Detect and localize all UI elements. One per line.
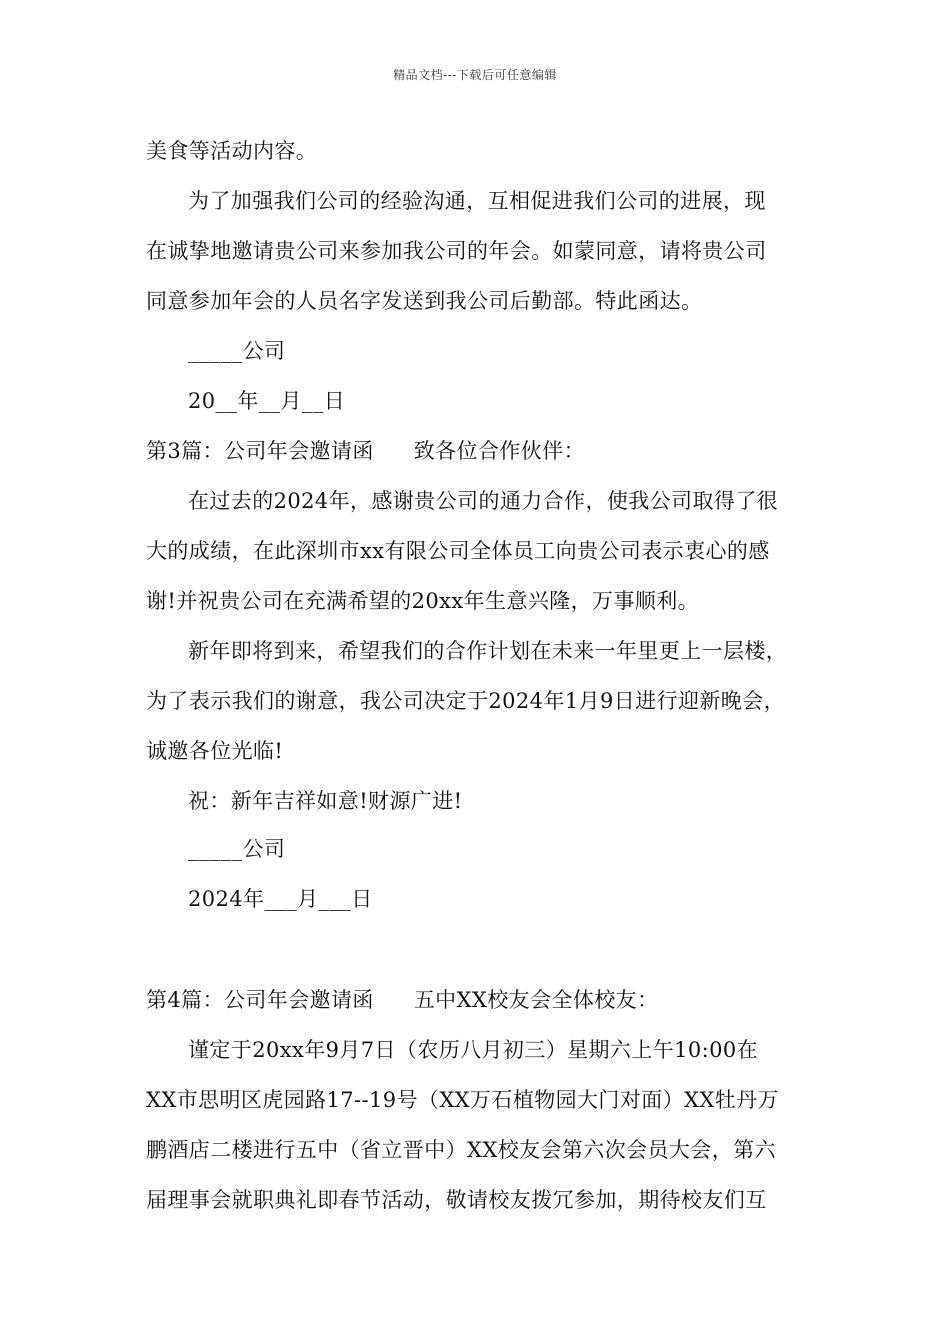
section-heading-3: [146, 436, 585, 466]
page-header: 精品文档---下载后可任意编辑: [393, 68, 557, 82]
text-line: 为了表示我们的谢意，我公司决定于2024年1月9日进行迎新晚会，: [146, 689, 785, 713]
text-line: 届理事会就职典礼即春节活动，敬请校友拨冗参加，期待校友们互: [146, 1188, 767, 1212]
section-title: 第4篇：公司年会邀请函: [146, 988, 374, 1012]
signature-date: 2024年___月___日: [188, 887, 373, 911]
text-line: 鹏酒店二楼进行五中（省立晋中）XX校友会第六次会员大会，第六: [146, 1138, 776, 1162]
section-title: 第3篇：公司年会邀请函: [146, 439, 374, 463]
paragraph-line: 新年即将到来，希望我们的合作计划在未来一年里更上一层楼，: [188, 639, 788, 663]
text-line: 美食等活动内容。: [146, 139, 318, 163]
signature-company: _____公司: [188, 339, 286, 363]
text-line: 在诚挚地邀请贵公司来参加我公司的年会。如蒙同意，请将贵公司: [146, 239, 767, 263]
paragraph-line: 为了加强我们公司的经验沟通，互相促进我们公司的进展，现: [188, 189, 766, 213]
text-line: 大的成绩，在此深圳市xx有限公司全体员工向贵公司表示衷心的感: [146, 539, 770, 563]
signature-company: _____公司: [188, 837, 286, 861]
blessing-line: 祝：新年吉祥如意!财源广进!: [188, 789, 463, 813]
text-line: 同意参加年会的人员名字发送到我公司后勤部。特此函达。: [146, 289, 703, 313]
paragraph-line: 谨定于20xx年9月7日（农历八月初三）星期六上午10:00在: [188, 1038, 759, 1062]
text-line: 诚邀各位光临!: [146, 739, 284, 763]
section-heading-4: [146, 985, 658, 1015]
signature-date: 20__年__月__日: [188, 389, 346, 413]
paragraph-line: 在过去的2024年，感谢贵公司的通力合作，使我公司取得了很: [188, 489, 779, 513]
salutation: 五中XX校友会全体校友：: [413, 988, 659, 1012]
text-line: 谢!并祝贵公司在充满希望的20xx年生意兴隆，万事顺利。: [146, 589, 700, 613]
text-line: XX市思明区虎园路17--19号（XX万石植物园大门对面）XX牡丹万: [146, 1088, 779, 1112]
salutation: 致各位合作伙伴：: [413, 439, 585, 463]
